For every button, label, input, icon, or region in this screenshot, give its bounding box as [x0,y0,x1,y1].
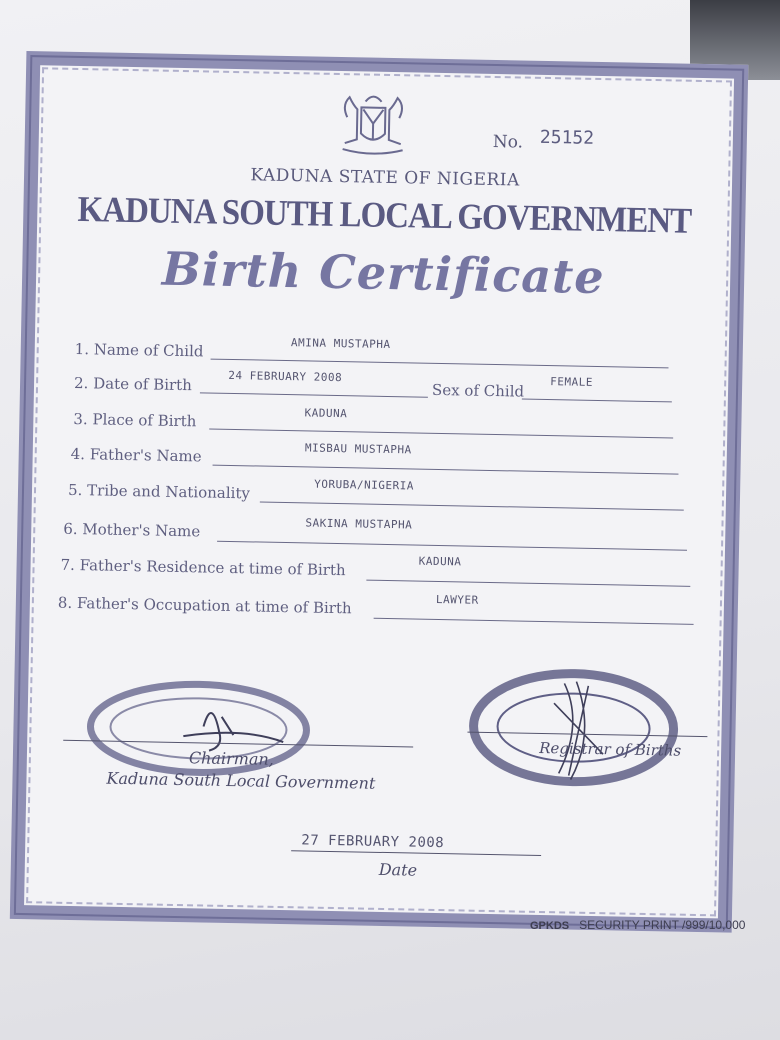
field-date-of-birth [74,374,192,394]
field-label: Mother's Name [82,520,201,541]
fathers-name-value: MISBAU MUSTAPHA [304,441,412,457]
issue-date-value: 27 FEBRUARY 2008 [301,832,445,852]
birth-certificate [0,43,776,947]
date-label: Date [378,859,418,880]
field-number: 2. [73,373,89,393]
field-tribe-nationality [68,481,250,502]
field-number: 5. [67,480,83,500]
field-number: 6. [63,519,78,539]
number-label: No. [492,131,524,153]
place-of-birth-value: KADUNA [304,406,348,421]
field-label: Name of Child [93,340,204,361]
field-label: Father's Occupation at time of Birth [76,594,352,618]
date-of-birth-value: 24 FEBRUARY 2008 [228,368,343,385]
field-label: Tribe and Nationality [86,481,251,503]
name-of-child-value: AMINA MUSTAPHA [290,336,391,352]
field-label: Place of Birth [92,410,197,431]
field-sex-of-child [432,381,524,401]
field-label: Father's Name [89,445,202,466]
fathers-occupation-value: LAWYER [435,592,479,607]
field-number: 3. [73,409,88,429]
sex-of-child-value: FEMALE [550,375,594,389]
local-government-heading: KADUNA SOUTH LOCAL GOVERNMENT [77,190,692,242]
field-number: 8. [57,593,73,612]
coat-of-arms-icon [326,87,419,159]
security-print-footer [530,918,745,932]
chairman-title: Chairman, [188,748,275,769]
field-number: 7. [60,555,76,575]
certificate-number: 25152 [539,126,595,149]
state-heading: KADUNA STATE OF NIGERIA [250,165,520,191]
fathers-residence-value: KADUNA [418,554,462,569]
field-mothers-name [63,520,200,541]
field-place-of-birth [73,410,196,430]
field-name-of-child [75,340,204,360]
field-label: Sex of Child [431,380,525,401]
tribe-nationality-value: YORUBA/NIGERIA [314,477,415,493]
mothers-name-value: SAKINA MUSTAPHA [305,516,413,532]
field-fathers-name [71,445,202,466]
certificate-title: Birth Certificate [161,241,606,305]
registrar-title: Registrar of Births [538,738,682,760]
chairman-body: Kaduna South Local Government [106,768,376,793]
print-run: SECURITY PRINT /999/10,000 [579,918,746,932]
field-number: 1. [74,339,90,359]
field-number: 4. [70,444,86,464]
field-label: Father's Residence at time of Birth [79,556,346,580]
print-code: GPKDS [530,920,570,932]
field-label: Date of Birth [93,374,193,395]
registrar-stamp [462,662,694,796]
